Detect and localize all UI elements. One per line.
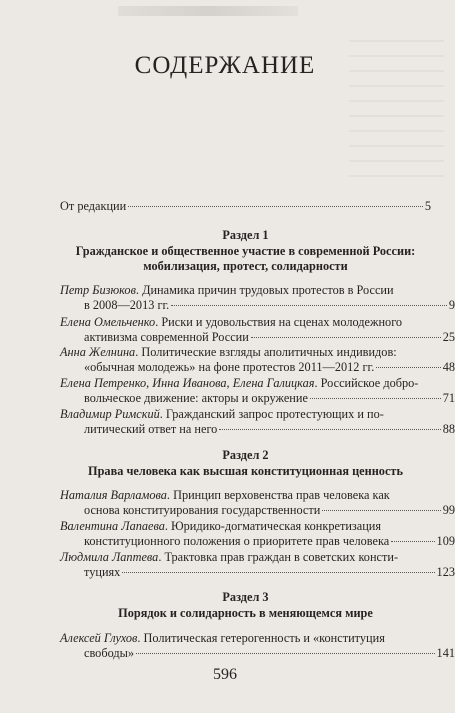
page-number: 596 <box>213 666 237 683</box>
entry-page: 99 <box>442 503 455 517</box>
entry-page: 141 <box>436 646 455 660</box>
toc-entry-intro <box>60 199 431 214</box>
entry-title: литический ответ на него <box>84 422 218 436</box>
entry-author: Елена Петренко, Инна Иванова, Елена Галицкая <box>60 376 315 390</box>
dot-leader <box>136 652 435 654</box>
toc-entry <box>60 550 431 565</box>
entry-title: свободы» <box>84 646 135 660</box>
entry-author: Алексей Глухов <box>60 631 138 645</box>
toc-entry <box>60 283 431 298</box>
toc-entry-cont <box>60 330 455 345</box>
section-title: Порядок и солидарность в меняющемся мире <box>118 606 373 620</box>
entry-author: Наталия Варламова <box>60 488 167 502</box>
toc-entry-cont <box>60 360 455 375</box>
dot-leader <box>376 366 440 368</box>
entry-author: Владимир Римский <box>60 407 160 421</box>
entry-title: активизма современной России <box>84 330 249 344</box>
dot-leader <box>128 205 423 207</box>
toc-entry <box>60 488 431 503</box>
entry-title: основа конституирования государственности <box>84 503 321 517</box>
entry-title: «обычная молодежь» на фоне протестов 2011—2012 гг. <box>84 360 375 374</box>
toc-entry <box>60 376 431 391</box>
toc-entry <box>60 407 431 422</box>
toc-entry-cont <box>60 565 455 580</box>
entry-title: конституционного положения о приоритете прав человека <box>84 534 390 548</box>
section-label: Раздел 2 <box>222 448 269 462</box>
section-title: мобилизация, протест, солидарности <box>143 259 348 273</box>
dot-leader <box>219 428 440 430</box>
entry-author: Людмила Лаптева <box>60 550 159 564</box>
entry-title: . Политические взгляды аполитичных индивидов: <box>135 345 397 359</box>
show-through-text <box>118 6 298 16</box>
toc-entry <box>60 315 431 330</box>
section-label: Раздел 1 <box>222 228 269 242</box>
entry-title: . Риски и удовольствия на сценах молодежного <box>155 315 403 329</box>
entry-title: . Юридико-догматическая конкретизация <box>164 519 382 533</box>
entry-page: 9 <box>448 298 455 312</box>
entry-title: . Динамика причин трудовых протестов в России <box>135 283 394 297</box>
entry-author: Анна Желнина <box>60 345 136 359</box>
entry-author: Петр Бизюков <box>60 283 136 297</box>
dot-leader <box>122 571 434 573</box>
toc-entry-cont <box>60 298 455 313</box>
entry-title: . Политическая гетерогенность и «конституция <box>137 631 385 645</box>
toc-entry-cont <box>60 391 455 406</box>
toc-entry-cont <box>60 422 455 437</box>
entry-author: Валентина Лапаева <box>60 519 165 533</box>
section-title: Права человека как высшая конституционная ценность <box>88 464 403 478</box>
entry-title: . Гражданский запрос протестующих и по- <box>159 407 384 421</box>
entry-title: туциях <box>84 565 121 579</box>
dot-leader <box>251 336 441 338</box>
page-title: СОДЕРЖАНИЕ <box>134 52 316 79</box>
entry-title: в 2008—2013 гг. <box>84 298 170 312</box>
toc-entry <box>60 631 431 646</box>
dot-leader <box>310 397 441 399</box>
entry-title: . Российское добро- <box>314 376 419 390</box>
entry-page: 25 <box>442 330 455 344</box>
dot-leader <box>391 540 434 542</box>
section-label: Раздел 3 <box>222 590 269 604</box>
entry-title: . Трактовка прав граждан в советских консти- <box>158 550 399 564</box>
entry-author: Елена Омельченко <box>60 315 156 329</box>
entry-title: . Принцип верховенства прав человека как <box>166 488 390 502</box>
entry-label: От редакции <box>60 199 127 213</box>
dot-leader <box>322 509 440 511</box>
entry-page: 123 <box>436 565 455 579</box>
dot-leader <box>171 304 447 306</box>
entry-page: 5 <box>424 199 431 213</box>
entry-title: вольческое движение: акторы и окружение <box>84 391 308 405</box>
entry-page: 71 <box>442 391 455 405</box>
entry-page: 88 <box>442 422 455 436</box>
toc-entry-cont <box>60 534 455 549</box>
toc-entry-cont <box>60 503 455 518</box>
entry-page: 48 <box>442 360 455 374</box>
toc-entry <box>60 519 431 534</box>
entry-page: 109 <box>436 534 455 548</box>
toc-entry <box>60 345 431 360</box>
toc-entry-cont <box>60 646 455 661</box>
section-title: Гражданское и общественное участие в современной России: <box>75 244 416 258</box>
